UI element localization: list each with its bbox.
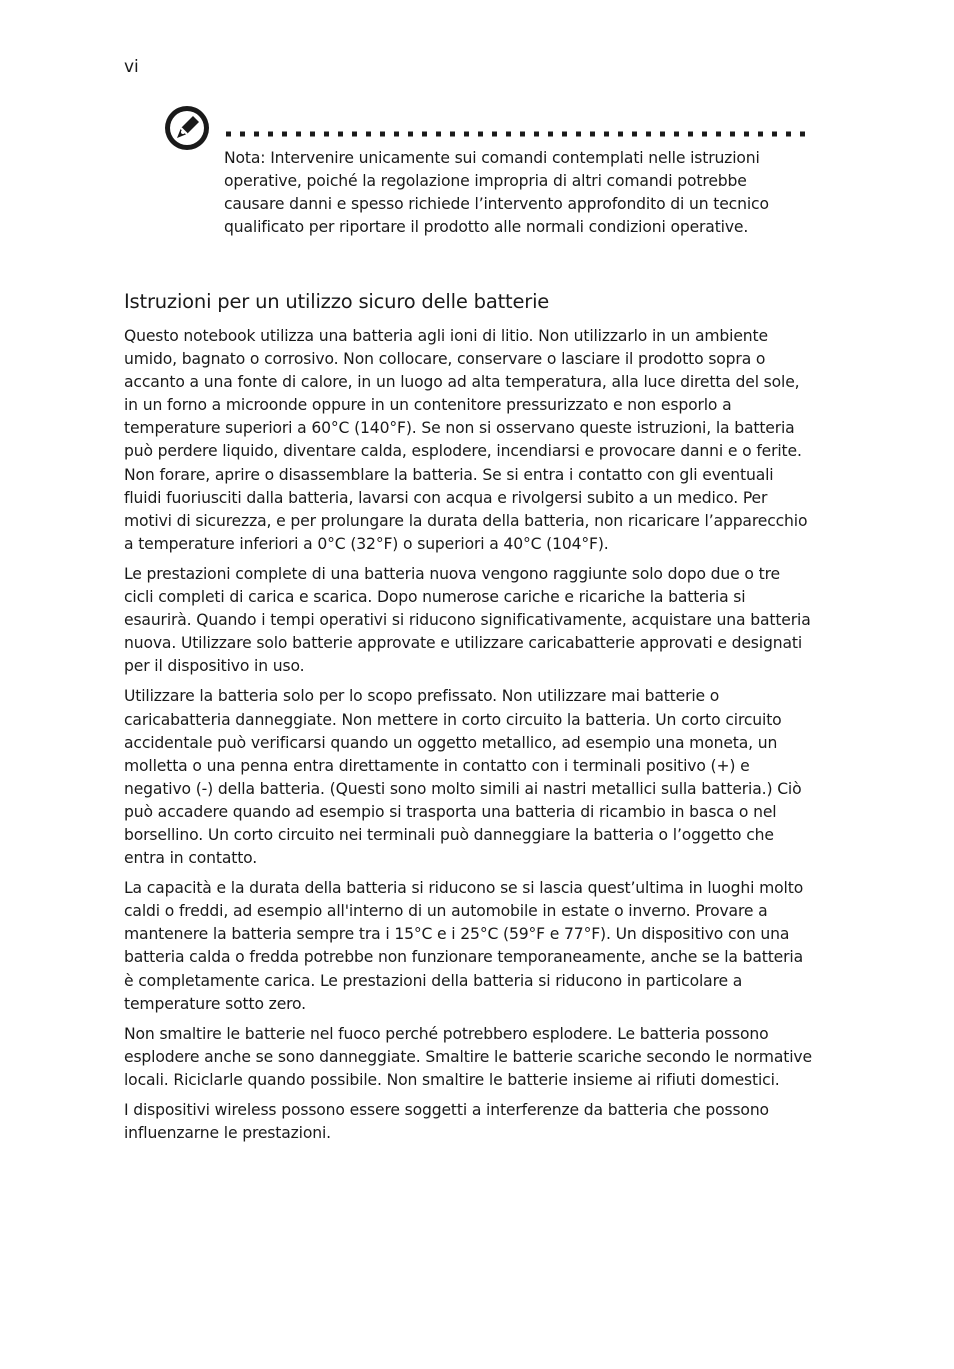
pen-note-icon <box>163 104 211 152</box>
note-label: Nota: <box>224 149 266 167</box>
page-number: vi <box>124 57 139 77</box>
paragraph: I dispositivi wireless possono essere soggetti a interferenze da batteria che possono influenzarne le prestazioni. <box>124 1101 769 1143</box>
note-text-block <box>224 147 804 239</box>
note-body: Intervenire unicamente sui comandi contemplati nelle istruzioni operative, poiché la regolazione impropria di altri comandi potrebbe causare danni e spesso richiede l’intervento approfondito di un tecnico qualificato per riportare il prodotto alle normali condizioni operative. <box>224 149 769 237</box>
paragraph: Le prestazioni complete di una batteria nuova vengono raggiunte solo dopo due o tre cicli completi di carica e scarica. Dopo numerose cariche e ricariche la batteria si esaurirà. Quando i tempi operativi si riducono significativamente, acquistare una batteria nuova. Utilizzare solo batterie approvate e utilizzare caricabatterie approvati e designati per il dispositivo in uso. <box>124 564 811 676</box>
paragraph: La capacità e la durata della batteria si riducono se si lascia quest’ultima in luoghi molto caldi o freddi, ad esempio all'interno di un automobile in estate o inverno. Provare a mantenere la batteria sempre tra i 15°C e i 25°C (59°F e 77°F). Un dispositivo con una batteria calda o fredda potrebbe non funzionare temporaneamente, anche se la batteria è completamente carica. Le prestazioni della batteria si riducono in particolare a temperature sotto zero. <box>124 879 804 1013</box>
section-heading: Istruzioni per un utilizzo sicuro delle batterie <box>124 290 550 313</box>
paragraph: Questo notebook utilizza una batteria agli ioni di litio. Non utilizzarlo in un ambiente umido, bagnato o corrosivo. Non collocare, conservare o lasciare il prodotto sopra o accanto a una fonte di calore, in un luogo ad alta temperatura, alla luce diretta del sole, in un forno a microonde oppure in un contenitore pressurizzato e non esporlo a temperature superiori a 60°C (140°F). Se non si osservano queste istruzioni, la batteria può perdere liquido, diventare calda, esplodere, incendiarsi e provocare danni e o ferite. Non forare, aprire o disassemblare la batteria. Se si entra i contatto con gli eventuali fluidi fuoriusciti dalla batteria, lavarsi con acqua e rivolgersi subito a un medico. Per motivi di sicurezza, e per prolungare la durata della batteria, non ricaricare l’apparecchio a temperature inferiori a 0°C (32°F) o superiori a 40°C (104°F). <box>124 327 808 553</box>
section-body <box>124 325 814 1152</box>
note-dotted-divider <box>226 122 810 128</box>
paragraph: Non smaltire le batterie nel fuoco perché potrebbero esplodere. Le batteria possono esplodere anche se sono danneggiate. Smaltire le batterie scariche secondo le normative locali. Riciclarle quando possibile. Non smaltire le batterie insieme ai rifiuti domestici. <box>124 1024 812 1089</box>
paragraph: Utilizzare la batteria solo per lo scopo prefissato. Non utilizzare mai batterie o caricabatteria danneggiate. Non mettere in corto circuito la batteria. Un corto circuito accidentale può verificarsi quando un oggetto metallico, ad esempio una moneta, un molletta o una penna entra direttamente in contatto con i terminali positivo (+) e negativo (-) della batteria. (Questi sono molto simili ai nastri metallici sulla batteria.) Ciò può accadere quando ad esempio si trasporta una batteria di ricambio in basca o nel borsellino. Un corto circuito nei terminali può danneggiare la batteria o l’oggetto che entra in contatto. <box>124 687 802 868</box>
